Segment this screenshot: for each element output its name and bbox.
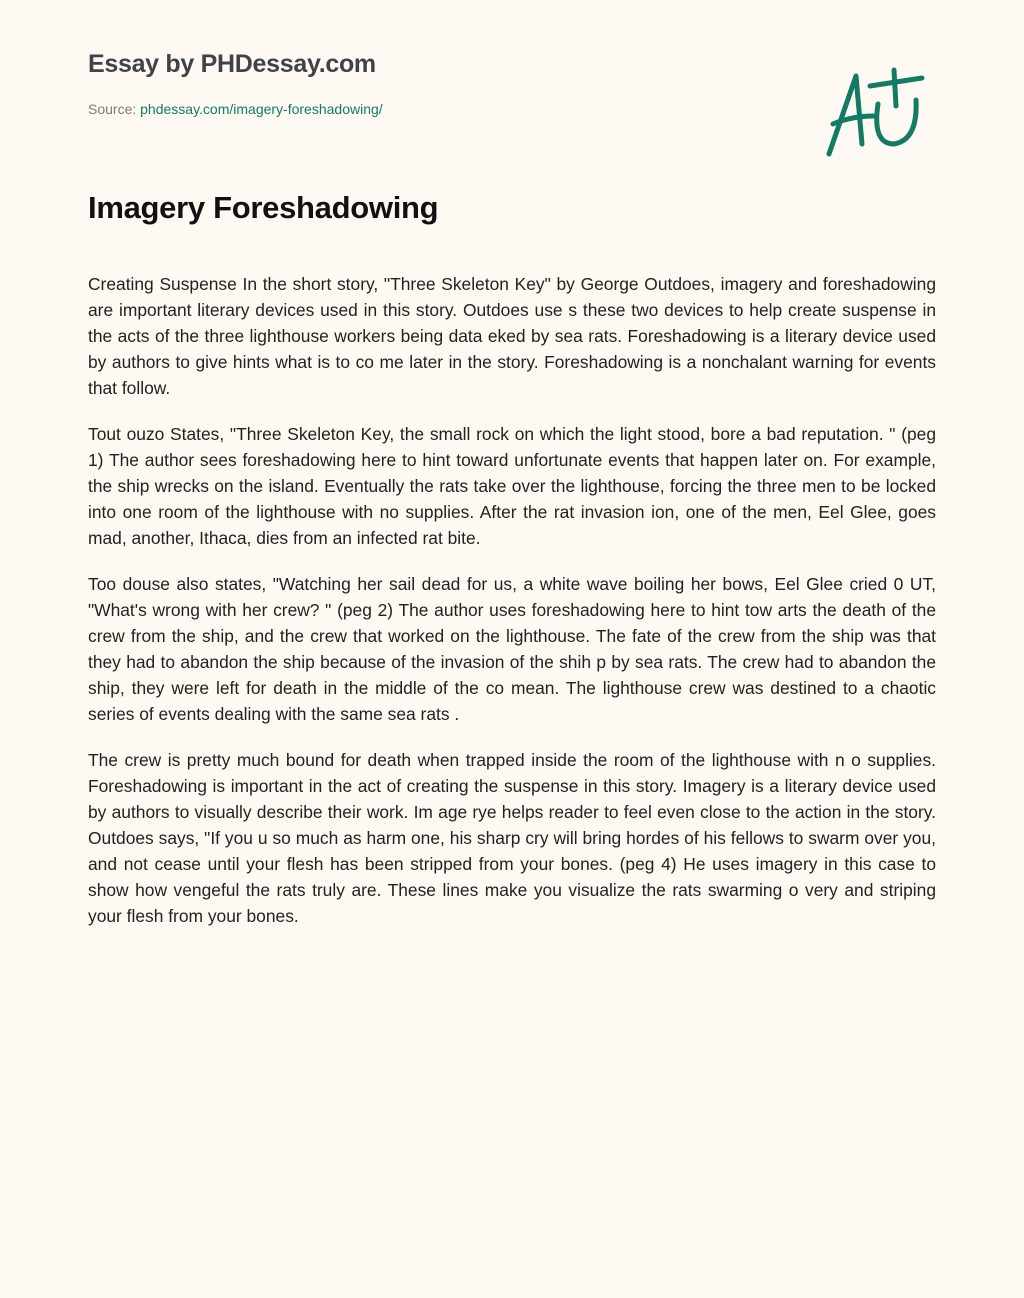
site-title: Essay by PHDessay.com bbox=[88, 50, 376, 78]
essay-paragraph: Tout ouzo States, "Three Skeleton Key, the small rock on which the light stood, bore a bad reputation. " (peg 1) The author sees foreshadowing here to hint toward unfortunate events that happen later on. For example, the ship wrecks on the island. Eventually the rats take over the lighthouse, forcing the three men to be locked into one room of the lighthouse with no supplies. After the rat invasion ion, one of the men, Eel Glee, goes mad, another, Ithaca, dies from an infected rat bite. bbox=[88, 424, 936, 548]
a-plus-logo-icon bbox=[822, 64, 928, 160]
essay-paragraph: Creating Suspense In the short story, "Three Skeleton Key" by George Outdoes, imagery and foreshadowing are important literary devices used in this story. Outdoes use s these two devices to help create suspense in the acts of the three lighthouse workers being data eked by sea rats. Foreshadowing is a literary device used by authors to give hints what is to co me later in the story. Foreshadowing is a nonchalant warning for events that follow. bbox=[88, 274, 936, 398]
essay-title: Imagery Foreshadowing bbox=[88, 190, 439, 225]
essay-body bbox=[88, 271, 936, 949]
source-line bbox=[88, 101, 383, 117]
source-label: Source: bbox=[88, 101, 137, 117]
essay-paragraph: Too douse also states, "Watching her sail dead for us, a white wave boiling her bows, Eel Glee cried 0 UT, "What's wrong with her crew? " (peg 2) The author uses foreshadowing here to hint tow arts the death of the crew from the ship, and the crew that worked on the lighthouse. The fate of the crew from the ship was that they had to abandon the ship because of the invasion of the shih p by sea rats. The crew had to abandon the ship, they were left for death in the middle of the co mean. The lighthouse crew was destined to a chaotic series of events dealing with the same sea rats . bbox=[88, 574, 936, 724]
essay-paragraph: The crew is pretty much bound for death when trapped inside the room of the lighthouse with n o supplies. Foreshadowing is important in the act of creating the suspense in this story. Imagery is a literary device used by authors to visually describe their work. Im age rye helps reader to feel even close to the action in the story. Outdoes says, "If you u so much as harm one, his sharp cry will bring hordes of his fellows to swarm over you, and not cease until your flesh has been stripped from your bones. (peg 4) He uses imagery in this case to show how vengeful the rats truly are. These lines make you visualize the rats swarming o very and striping your flesh from your bones. bbox=[88, 750, 936, 926]
source-link[interactable]: phdessay.com/imagery-foreshadowing/ bbox=[140, 101, 383, 117]
